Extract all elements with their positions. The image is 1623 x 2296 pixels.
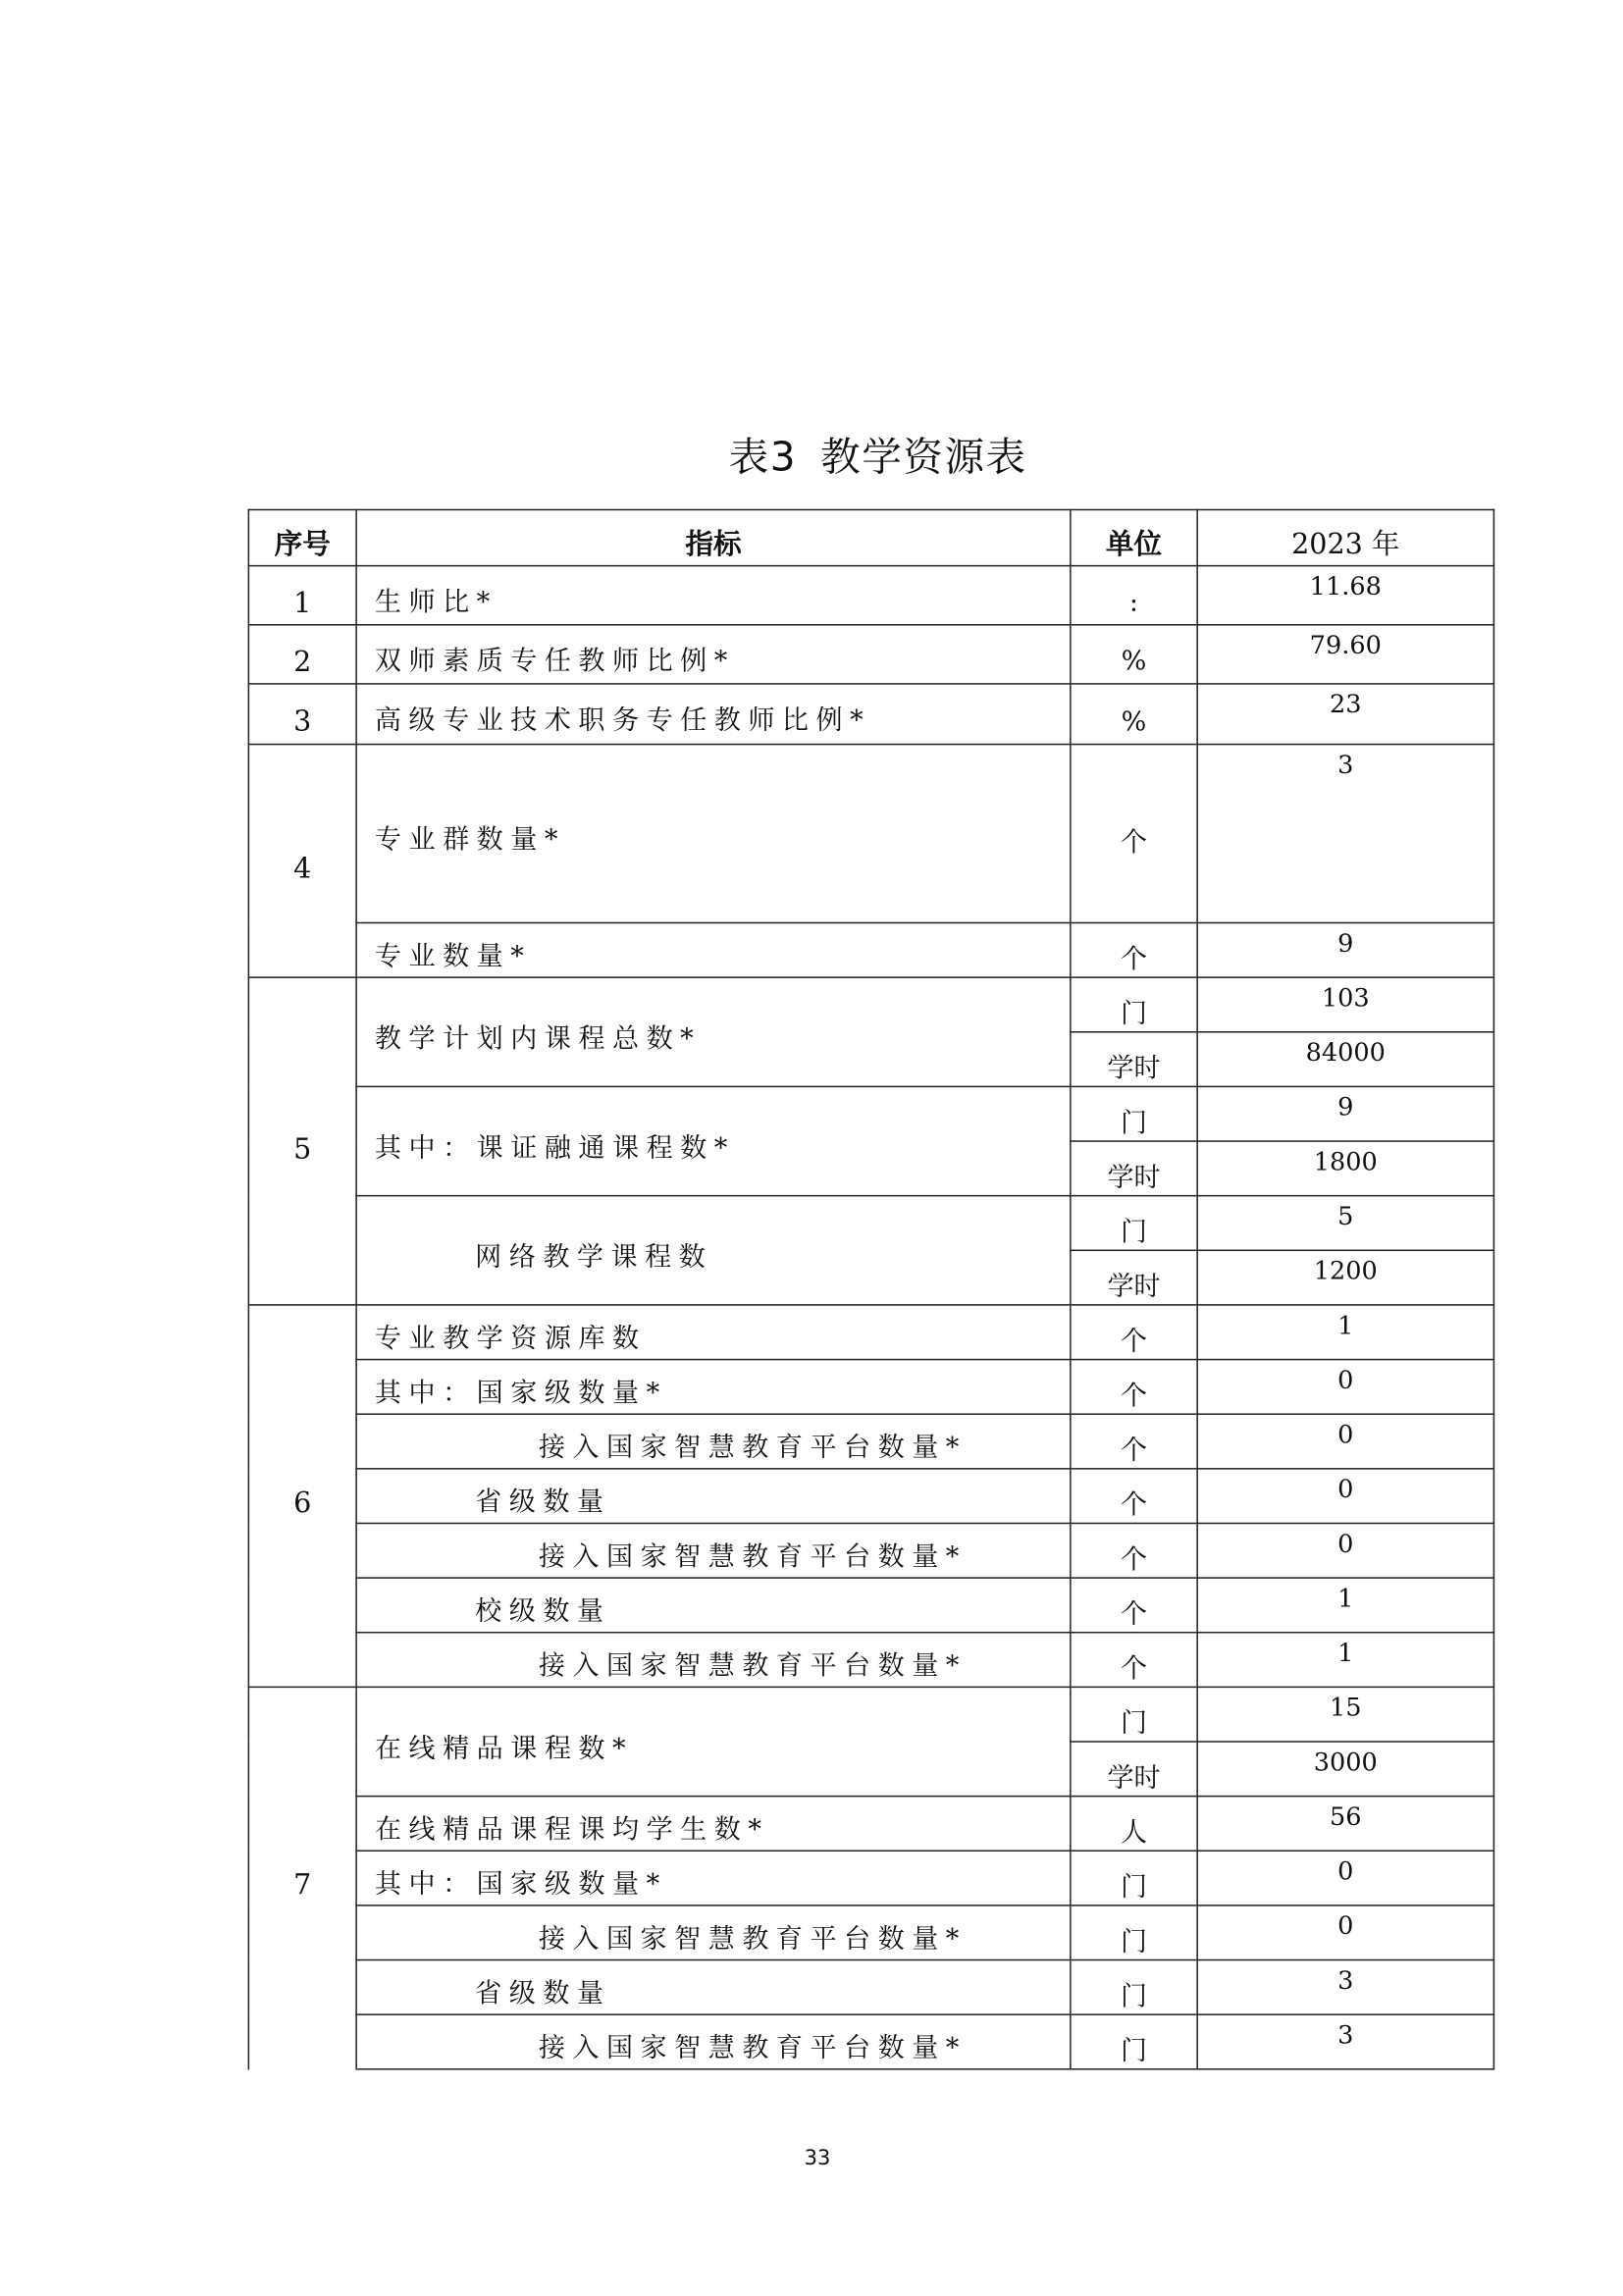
table-row (248, 625, 1493, 684)
header-indicator: 指标 (356, 509, 1071, 565)
table-row (248, 566, 1493, 625)
indicator-cell: 校级数量 (356, 1578, 1071, 1633)
unit-cell: 门 (1071, 1196, 1197, 1251)
row-number: 3 (248, 684, 356, 745)
indicator-cell: 接入国家智慧教育平台数量* (356, 2014, 1071, 2069)
unit-cell: % (1071, 625, 1197, 684)
value-cell: 9 (1197, 923, 1493, 978)
unit-cell: 学时 (1071, 1742, 1197, 1797)
table-row (248, 745, 1493, 923)
row-number: 6 (248, 1305, 356, 1687)
value-cell: 0 (1197, 1414, 1493, 1469)
row-number: 1 (248, 566, 356, 625)
unit-cell: 个 (1071, 1305, 1197, 1360)
table-row (248, 1851, 1493, 1905)
indicator-cell: 专业数量* (356, 923, 1071, 978)
table-row (248, 1196, 1493, 1251)
value-cell: 1800 (1197, 1141, 1493, 1196)
value-cell: 23 (1197, 684, 1493, 745)
table-row (248, 1305, 1493, 1360)
unit-cell: 门 (1071, 977, 1197, 1032)
indicator-cell: 专业群数量* (356, 745, 1071, 923)
indicator-cell: 在线精品课程数* (356, 1687, 1071, 1796)
value-cell: 56 (1197, 1797, 1493, 1852)
value-cell: 0 (1197, 1851, 1493, 1905)
teaching-resources-table (248, 509, 1495, 2070)
indicator-cell: 高级专业技术职务专任教师比例* (356, 684, 1071, 745)
header-no: 序号 (248, 509, 356, 565)
value-cell: 103 (1197, 977, 1493, 1032)
unit-cell: 门 (1071, 1905, 1197, 1960)
indicator-cell: 专业教学资源库数 (356, 1305, 1071, 1360)
row-number: 7 (248, 1687, 356, 2068)
value-cell: 1200 (1197, 1250, 1493, 1305)
indicator-cell: 省级数量 (356, 1960, 1071, 2015)
unit-cell: 个 (1071, 1360, 1197, 1415)
indicator-cell: 其中：国家级数量* (356, 1851, 1071, 1905)
table-row (248, 1578, 1493, 1633)
value-cell: 11.68 (1197, 566, 1493, 625)
table-row (248, 1960, 1493, 2015)
indicator-cell: 其中：国家级数量* (356, 1360, 1071, 1415)
unit-cell: 门 (1071, 1851, 1197, 1905)
unit-cell: 人 (1071, 1797, 1197, 1852)
indicator-cell: 其中：课证融通课程数* (356, 1086, 1071, 1195)
unit-cell: 学时 (1071, 1032, 1197, 1087)
table-row (248, 2014, 1493, 2069)
indicator-cell: 省级数量 (356, 1469, 1071, 1524)
table-row (248, 1414, 1493, 1469)
table-row (248, 1905, 1493, 1960)
table-row (248, 923, 1493, 978)
indicator-cell: 网络教学课程数 (356, 1196, 1071, 1305)
unit-cell: 门 (1071, 1086, 1197, 1141)
table-row (248, 977, 1493, 1032)
value-cell: 1 (1197, 1578, 1493, 1633)
unit-cell: 个 (1071, 1414, 1197, 1469)
table-row (248, 1360, 1493, 1415)
unit-cell: 个 (1071, 1523, 1197, 1578)
header-year: 2023 年 (1197, 509, 1493, 565)
unit-cell: : (1071, 566, 1197, 625)
value-cell: 15 (1197, 1687, 1493, 1742)
unit-cell: 个 (1071, 1633, 1197, 1688)
unit-cell: 个 (1071, 1578, 1197, 1633)
unit-cell: 个 (1071, 923, 1197, 978)
value-cell: 79.60 (1197, 625, 1493, 684)
indicator-cell: 接入国家智慧教育平台数量* (356, 1633, 1071, 1688)
value-cell: 3000 (1197, 1742, 1493, 1797)
value-cell: 9 (1197, 1086, 1493, 1141)
unit-cell: 学时 (1071, 1250, 1197, 1305)
unit-cell: 个 (1071, 1469, 1197, 1524)
table-row (248, 1797, 1493, 1852)
table-row (248, 1633, 1493, 1688)
indicator-cell: 生师比* (356, 566, 1071, 625)
value-cell: 5 (1197, 1196, 1493, 1251)
table-number: 表3 (728, 435, 798, 482)
row-number: 4 (248, 745, 356, 978)
table-title (0, 425, 1623, 483)
value-cell: 3 (1197, 745, 1493, 923)
header-unit: 单位 (1071, 509, 1197, 565)
indicator-cell: 接入国家智慧教育平台数量* (356, 1523, 1071, 1578)
indicator-cell: 教学计划内课程总数* (356, 977, 1071, 1086)
value-cell: 1 (1197, 1633, 1493, 1688)
table-title-text: 教学资源表 (820, 435, 1027, 482)
value-cell: 1 (1197, 1305, 1493, 1360)
table-header-row (248, 509, 1493, 565)
value-cell: 3 (1197, 2014, 1493, 2069)
value-cell: 0 (1197, 1360, 1493, 1415)
table-row (248, 1086, 1493, 1141)
unit-cell: 学时 (1071, 1141, 1197, 1196)
row-number: 2 (248, 625, 356, 684)
value-cell: 3 (1197, 1960, 1493, 2015)
indicator-cell: 接入国家智慧教育平台数量* (356, 1414, 1071, 1469)
row-number: 5 (248, 977, 356, 1305)
table-row (248, 1523, 1493, 1578)
unit-cell: 门 (1071, 1960, 1197, 2015)
unit-cell: 门 (1071, 1687, 1197, 1742)
page-number: 33 (804, 2146, 831, 2170)
indicator-cell: 双师素质专任教师比例* (356, 625, 1071, 684)
table-row (248, 684, 1493, 745)
indicator-cell: 在线精品课程课均学生数* (356, 1797, 1071, 1852)
value-cell: 0 (1197, 1523, 1493, 1578)
value-cell: 84000 (1197, 1032, 1493, 1087)
unit-cell: % (1071, 684, 1197, 745)
indicator-cell: 接入国家智慧教育平台数量* (356, 1905, 1071, 1960)
table-row (248, 1687, 1493, 1742)
unit-cell: 门 (1071, 2014, 1197, 2069)
value-cell: 0 (1197, 1905, 1493, 1960)
table-row (248, 1469, 1493, 1524)
unit-cell: 个 (1071, 745, 1197, 923)
value-cell: 0 (1197, 1469, 1493, 1524)
